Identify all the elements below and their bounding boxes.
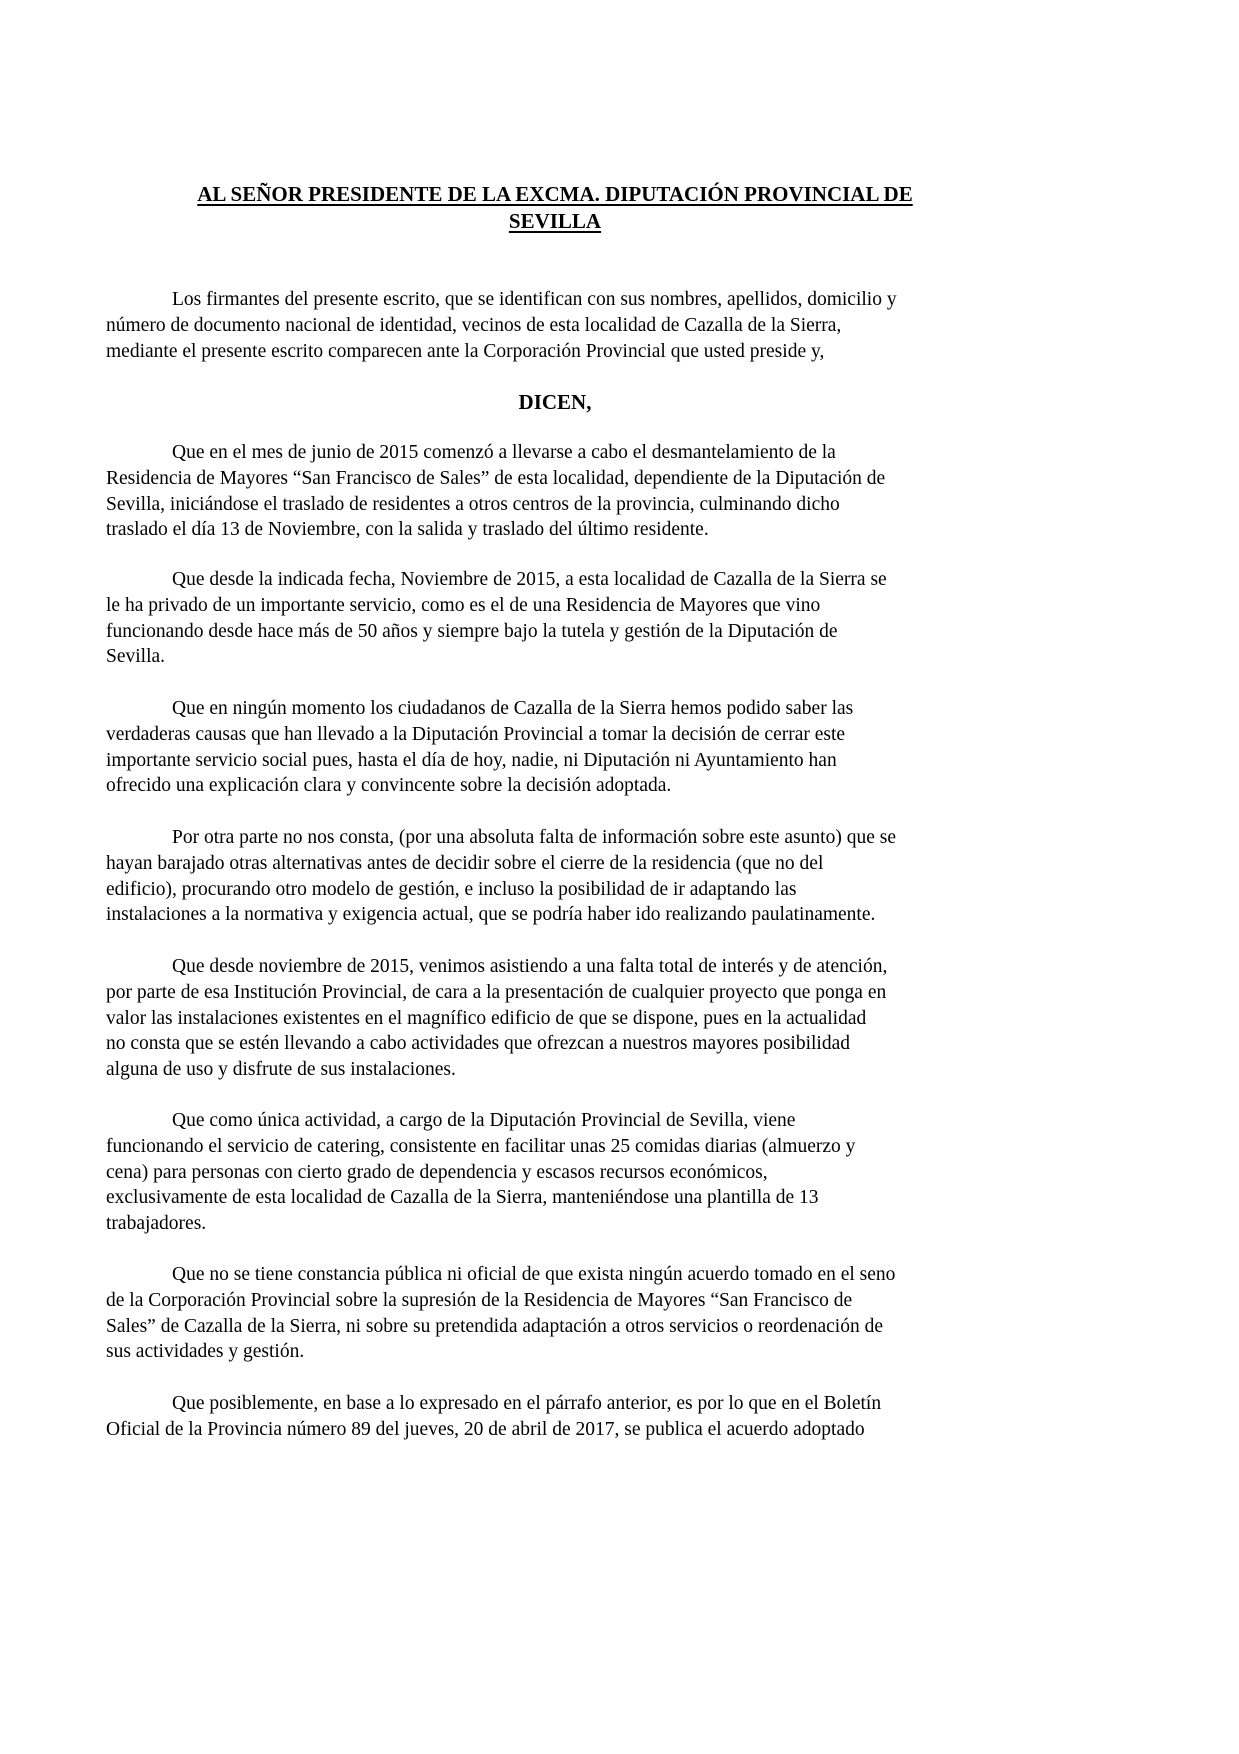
text-line: Residencia de Mayores “San Francisco de Sales” de esta localidad, dependiente de la Diputación de	[106, 467, 886, 489]
text-line: Que desde noviembre de 2015, venimos asistiendo a una falta total de interés y de atención,	[172, 956, 888, 977]
paragraph-7	[106, 1262, 1004, 1365]
text-line: Oficial de la Provincia número 89 del jueves, 20 de abril de 2017, se publica el acuerdo adoptado	[106, 1418, 865, 1440]
text-line: Que desde la indicada fecha, Noviembre de 2015, a esta localidad de Cazalla de la Sierra se	[172, 569, 887, 590]
section-title: DICEN,	[518, 390, 592, 414]
text-line: funcionando el servicio de catering, consistente en facilitar unas 25 comidas diarias (almuerzo y	[106, 1135, 856, 1157]
text-line: funcionando desde hace más de 50 años y siempre bajo la tutela y gestión de la Diputación de	[106, 620, 838, 642]
text-line: número de documento nacional de identidad, vecinos de esta localidad de Cazalla de la Sierra,	[106, 314, 842, 336]
text-line: Que como única actividad, a cargo de la Diputación Provincial de Sevilla, viene	[172, 1110, 796, 1131]
text-line: Sevilla.	[106, 646, 166, 668]
text-line: Los firmantes del presente escrito, que se identifican con sus nombres, apellidos, domicilio y	[172, 289, 897, 310]
text-line: edificio), procurando otro modelo de gestión, e incluso la posibilidad de ir adaptando las	[106, 878, 797, 900]
text-line: importante servicio social pues, hasta el día de hoy, nadie, ni Diputación ni Ayuntamiento han	[106, 749, 837, 771]
text-line: alguna de uso y disfrute de sus instalaciones.	[106, 1059, 456, 1081]
text-line: exclusivamente de esta localidad de Cazalla de la Sierra, manteniéndose una plantilla de 13	[106, 1187, 819, 1209]
paragraph-8	[106, 1391, 1004, 1443]
text-line: sus actividades y gestión.	[106, 1341, 305, 1363]
paragraph-6	[106, 1108, 1004, 1237]
paragraph-2	[106, 567, 1004, 670]
text-line: de la Corporación Provincial sobre la supresión de la Residencia de Mayores “San Francisco de	[106, 1289, 853, 1311]
paragraph-4	[106, 825, 1004, 928]
text-line: Que posiblemente, en base a lo expresado en el párrafo anterior, es por lo que en el Boletín	[172, 1393, 882, 1414]
text-line: Que en ningún momento los ciudadanos de Cazalla de la Sierra hemos podido saber las	[172, 698, 854, 719]
document-heading	[106, 181, 1004, 235]
text-line: mediante el presente escrito comparecen ante la Corporación Provincial que usted preside y,	[106, 340, 825, 362]
heading-line-2: SEVILLA	[508, 209, 602, 233]
text-line: ofrecido una explicación clara y convincente sobre la decisión adoptada.	[106, 775, 672, 797]
paragraph-3	[106, 696, 1004, 799]
text-line: hayan barajado otras alternativas antes de decidir sobre el cierre de la residencia (que no del	[106, 852, 824, 874]
text-line: Que en el mes de junio de 2015 comenzó a llevarse a cabo el desmantelamiento de la	[172, 442, 836, 463]
paragraph-5	[106, 954, 1004, 1083]
text-line: no consta que se estén llevando a cabo actividades que ofrezcan a nuestros mayores posibilidad	[106, 1033, 850, 1055]
text-line: verdaderas causas que han llevado a la Diputación Provincial a tomar la decisión de cerrar este	[106, 723, 846, 745]
text-line: trabajadores.	[106, 1213, 207, 1235]
text-line: Sevilla, iniciándose el traslado de residentes a otros centros de la provincia, culminando dicho	[106, 493, 840, 515]
text-line: traslado el día 13 de Noviembre, con la salida y traslado del último residente.	[106, 519, 709, 541]
text-line: por parte de esa Institución Provincial, de cara a la presentación de cualquier proyecto que ponga en	[106, 981, 887, 1003]
text-line: Sales” de Cazalla de la Sierra, ni sobre su pretendida adaptación a otros servicios o reordenación de	[106, 1315, 883, 1337]
intro-paragraph	[106, 287, 1004, 364]
text-line: le ha privado de un importante servicio, como es el de una Residencia de Mayores que vino	[106, 594, 821, 616]
text-line: cena) para personas con cierto grado de dependencia y escasos recursos económicos,	[106, 1161, 768, 1183]
text-line: instalaciones a la normativa y exigencia actual, que se podría haber ido realizando paulatinamente.	[106, 904, 876, 926]
text-line: valor las instalaciones existentes en el magnífico edificio de que se dispone, pues en la actualidad	[106, 1007, 867, 1029]
heading-line-1: AL SEÑOR PRESIDENTE DE LA EXCMA. DIPUTACIÓN PROVINCIAL DE	[197, 182, 913, 206]
text-line: Que no se tiene constancia pública ni oficial de que exista ningún acuerdo tomado en el seno	[172, 1264, 896, 1285]
text-line: Por otra parte no nos consta, (por una absoluta falta de información sobre este asunto) que se	[172, 827, 896, 848]
paragraph-1	[106, 440, 1004, 543]
